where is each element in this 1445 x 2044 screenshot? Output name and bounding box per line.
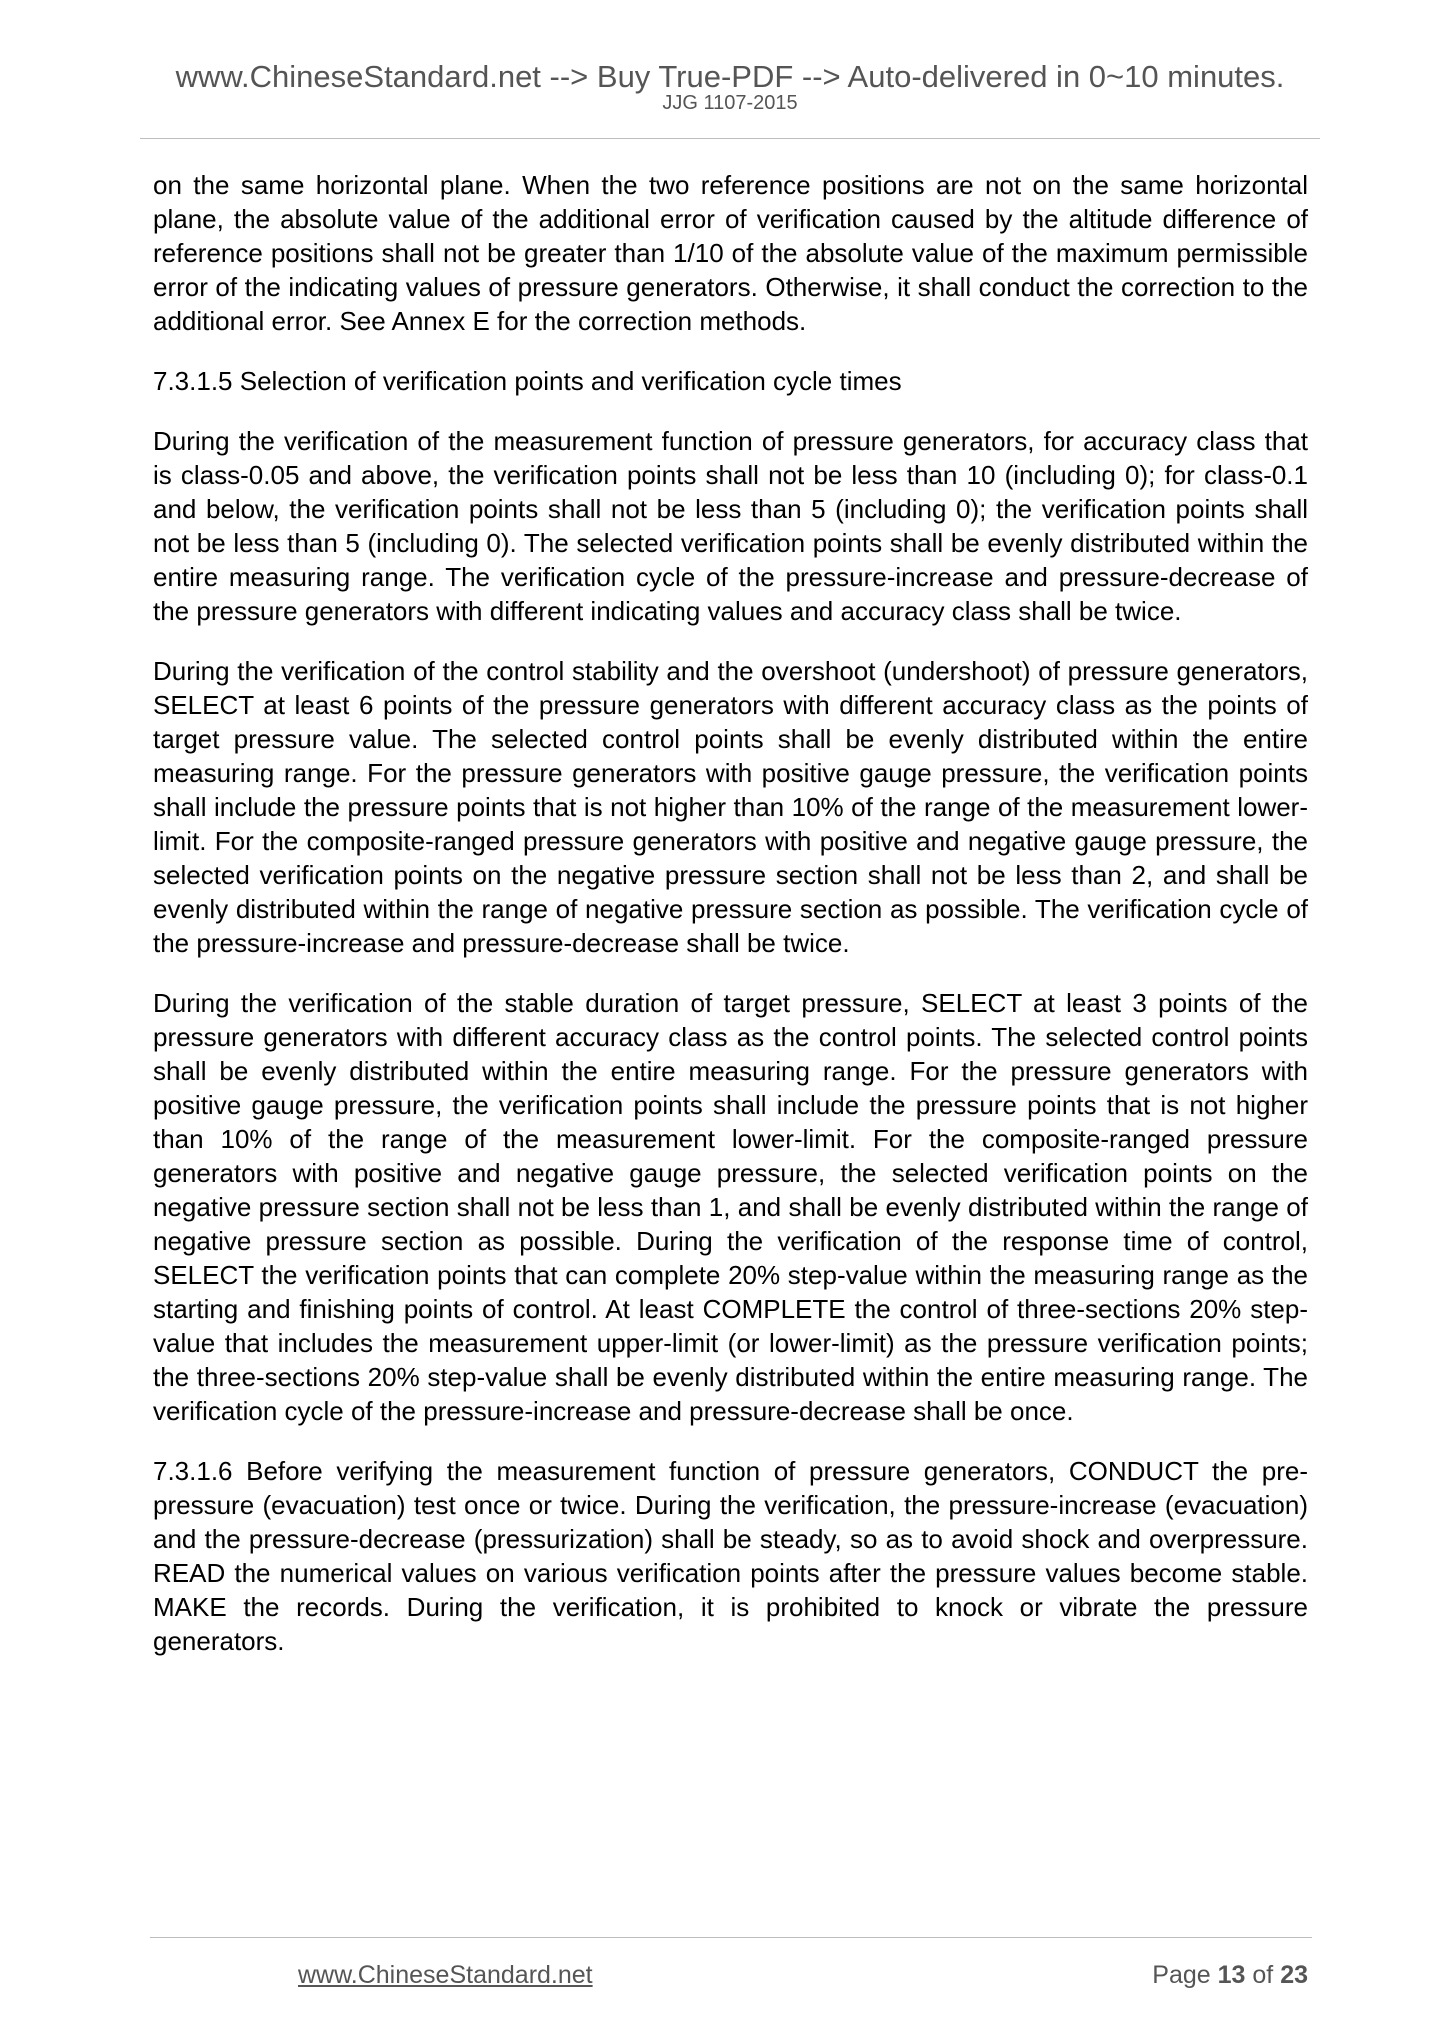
paragraph-7-3-1-6: 7.3.1.6 Before verifying the measurement function of pressure generators, CONDUCT the pre-pressure (evacuation) test once or twice. During the verification, the pressure-increase (evacuation) and the pressure-decrease (pressurization) shall be steady, so as to avoid shock and overpressure. READ the numerical values on various verification points after the pressure values become stable. MAKE the records. During the verification, it is prohibited to knock or vibrate the pressure generators.	[153, 1456, 1308, 1656]
paragraph-stable-duration: During the verification of the stable duration of target pressure, SELECT at least 3 points of the pressure generators with different accuracy class as the control points. The selected control points shall be evenly distributed within the entire measuring range. For the pressure generators with positive gauge pressure, the verification points shall include the pressure points that is not higher than 10% of the range of the measurement lower-limit. For the composite-ranged pressure generators with positive and negative gauge pressure, the selected verification points on the negative pressure section shall not be less than 1, and shall be evenly distributed within the range of negative pressure section as possible. During the verification of the response time of control, SELECT the verification points that can complete 20% step-value within the measuring range as the starting and finishing points of control. At least COMPLETE the control of three-sections 20% step-value that includes the measurement upper-limit (or lower-limit) as the pressure verification points; the three-sections 20% step-value shall be evenly distributed within the entire measuring range. The verification cycle of the pressure-increase and pressure-decrease shall be once.	[153, 988, 1308, 1426]
header-divider	[140, 138, 1320, 139]
section-heading-7-3-1-5: 7.3.1.5 Selection of verification points and verification cycle times	[153, 366, 902, 396]
header-banner: www.ChineseStandard.net --> Buy True-PDF --> Auto-delivered in 0~10 minutes.	[175, 59, 1285, 94]
document-body	[153, 168, 1308, 1684]
page-indicator	[1152, 1960, 1308, 1990]
paragraph-control-stability: During the verification of the control stability and the overshoot (undershoot) of pressure generators, SELECT at least 6 points of the pressure generators with different accuracy class as the points of target pressure value. The selected control points shall be evenly distributed within the entire measuring range. For the pressure generators with positive gauge pressure, the verification points shall include the pressure points that is not higher than 10% of the range of the measurement lower-limit. For the composite-ranged pressure generators with positive and negative gauge pressure, the selected verification points on the negative pressure section shall not be less than 2, and shall be evenly distributed within the range of negative pressure section as possible. The verification cycle of the pressure-increase and pressure-decrease shall be twice.	[153, 656, 1308, 958]
footer-site-link[interactable]: www.ChineseStandard.net	[298, 1961, 593, 1989]
page-number: 13	[1217, 1961, 1246, 1989]
paragraph-measurement-function: During the verification of the measurement function of pressure generators, for accuracy class that is class-0.05 and above, the verification points shall not be less than 10 (including 0); for class-0.1 and below, the verification points shall not be less than 5 (including 0); the verification points shall not be less than 5 (including 0). The selected verification points shall be evenly distributed within the entire measuring range. The verification cycle of the pressure-increase and pressure-decrease of the pressure generators with different indicating values and accuracy class shall be twice.	[153, 426, 1308, 626]
page-header	[140, 60, 1320, 114]
paragraph-1: on the same horizontal plane. When the two reference positions are not on the same horizontal plane, the absolute value of the additional error of verification caused by the altitude difference of reference positions shall not be greater than 1/10 of the absolute value of the maximum permissible error of the indicating values of pressure generators. Otherwise, it shall conduct the correction to the additional error. See Annex E for the correction methods.	[153, 170, 1308, 336]
page-of: of	[1252, 1961, 1274, 1989]
page-total: 23	[1280, 1961, 1308, 1989]
standard-code: JJG 1107-2015	[662, 92, 798, 114]
page-prefix: Page	[1152, 1961, 1211, 1989]
footer-divider	[150, 1937, 1312, 1938]
